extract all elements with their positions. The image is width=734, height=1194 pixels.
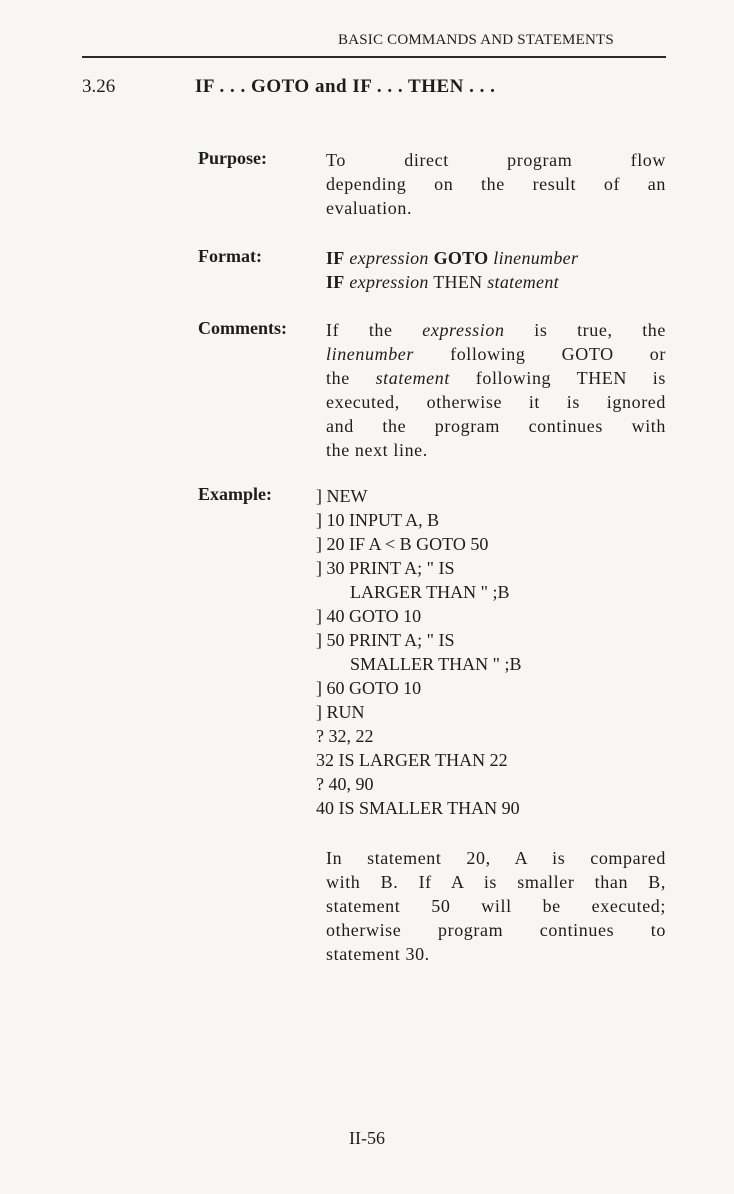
code-line: ] 50 PRINT A; " IS: [316, 630, 455, 650]
format-keyword: IF: [326, 248, 345, 268]
comments-term: linenumber: [326, 344, 414, 364]
format-text: [326, 246, 666, 294]
format-keyword: GOTO: [433, 248, 489, 268]
code-line: ] 60 GOTO 10: [316, 678, 422, 698]
code-line: ] RUN: [316, 702, 365, 722]
code-line: ] 30 PRINT A; " IS: [316, 558, 455, 578]
comments-text: [326, 318, 666, 462]
comments-fragment: If the: [326, 320, 393, 340]
format-goto-line: [326, 246, 666, 270]
code-line: LARGER THAN " ;B: [350, 582, 510, 602]
comments-label: Comments:: [198, 318, 287, 338]
comments-line: [326, 342, 666, 366]
format-keyword: IF: [326, 272, 345, 292]
comments-fragment: following THEN is: [475, 368, 666, 388]
format-argument: statement: [487, 272, 559, 292]
section-title: IF . . . GOTO and IF . . . THEN . . .: [195, 76, 496, 97]
code-line: ? 40, 90: [316, 774, 374, 794]
comments-line: the next line.: [326, 440, 428, 460]
comments-fragment: the: [326, 368, 350, 388]
purpose-label: Purpose:: [198, 148, 267, 168]
code-line: SMALLER THAN " ;B: [350, 654, 522, 674]
code-line: ] NEW: [316, 486, 368, 506]
comments-term: expression: [422, 320, 505, 340]
code-line: ? 32, 22: [316, 726, 374, 746]
example-label: Example:: [198, 484, 272, 504]
code-line: ] 40 GOTO 10: [316, 606, 422, 626]
section-number: 3.26: [82, 76, 116, 97]
header-rule: [82, 56, 666, 58]
format-argument: expression: [349, 272, 429, 292]
code-line: 40 IS SMALLER THAN 90: [316, 798, 520, 818]
comments-line: [326, 366, 666, 390]
format-argument: linenumber: [493, 248, 579, 268]
comments-fragment: following GOTO or: [450, 344, 666, 364]
comments-fragment: is true, the: [534, 320, 666, 340]
explanation-line: otherwise program continues to: [326, 920, 666, 940]
comments-term: statement: [375, 368, 450, 388]
format-keyword: THEN: [433, 272, 483, 292]
format-argument: expression: [349, 248, 429, 268]
explanation-line: with B. If A is smaller than B,: [326, 872, 666, 892]
purpose-line: evaluation.: [326, 198, 413, 218]
running-header: BASIC COMMANDS AND STATEMENTS: [338, 32, 614, 48]
code-line: ] 10 INPUT A, B: [316, 510, 440, 530]
comments-line: [326, 318, 666, 342]
page-number: II-56: [349, 1128, 385, 1148]
purpose-line: To direct program flow: [326, 150, 666, 170]
explanation-line: statement 30.: [326, 944, 430, 964]
explanation-line: In statement 20, A is compared: [326, 848, 666, 868]
format-label: Format:: [198, 246, 262, 266]
format-then-line: [326, 270, 666, 294]
purpose-line: depending on the result of an: [326, 174, 666, 194]
example-explanation: [326, 846, 666, 966]
code-line: 32 IS LARGER THAN 22: [316, 750, 508, 770]
code-line: ] 20 IF A < B GOTO 50: [316, 534, 489, 554]
purpose-text: [326, 148, 666, 220]
example-code: [316, 484, 676, 820]
comments-line: executed, otherwise it is ignored: [326, 392, 666, 412]
explanation-line: statement 50 will be executed;: [326, 896, 666, 916]
comments-line: and the program continues with: [326, 416, 666, 436]
